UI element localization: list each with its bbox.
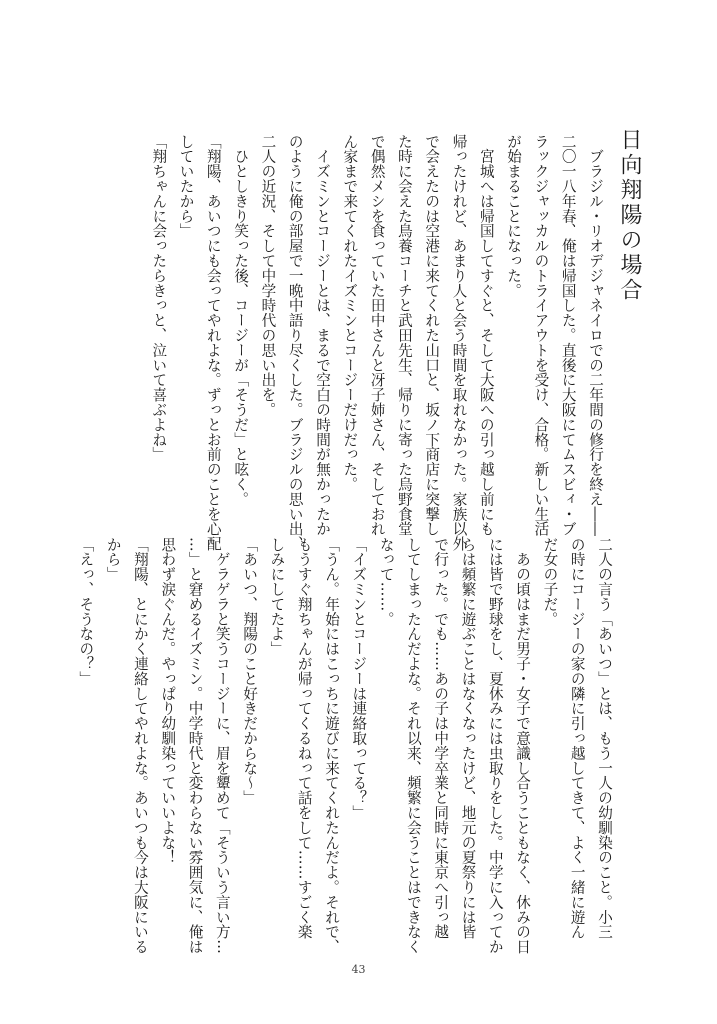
text-line: してしまったんだよな。それ以来、頻繁に会うことはできなく xyxy=(404,537,422,955)
text-line: ゲラゲラと笑うコージーに、眉を顰めて「そういう言い方… xyxy=(213,537,231,955)
text-line: していたから」 xyxy=(177,134,195,239)
text-line: ひとしきり笑った後、コージーが「そうだ」と呟く。 xyxy=(232,134,250,507)
text-line: 「翔ちゃんに会ったらきっと、泣いて喜ぶよね」 xyxy=(150,134,168,462)
text-line: ブラジル・リオデジャネイロでの二年間の修行を終え―― xyxy=(587,134,604,537)
text-line: 「うん。年始にはこっちに遊びに来てくれたんだよ。それで、 xyxy=(323,537,341,955)
text-line: には皆で野球をし、夏休みには虫取りをした。中学に入ってか xyxy=(486,537,504,955)
text-line: から」 xyxy=(104,537,122,582)
text-line: ラックジャッカルのトライアウトを受け、合格。新しい生活 xyxy=(532,134,550,537)
text-line: で行った。でも……あの子は中学卒業と同時に東京へ引っ越 xyxy=(432,537,450,940)
text-line: なって……。 xyxy=(377,537,395,627)
chapter-title: 日向翔陽の場合 xyxy=(617,128,642,303)
text-line: しみにしてたよ」 xyxy=(268,537,286,657)
text-line: イズミンとコージーとは、まるで空白の時間が無かったか xyxy=(314,134,332,537)
text-line: 「えっ、そうなの？」 xyxy=(77,537,95,686)
text-line: で偶然メシを食っていた田中さんと冴子姉さん、そしておれ xyxy=(368,134,386,537)
upper-text-block xyxy=(145,134,609,552)
lower-text-block xyxy=(77,537,618,955)
text-line: が始まることになった。 xyxy=(505,134,523,298)
text-line: 「あいつ、翔陽のこと好きだからな～」 xyxy=(241,537,259,806)
text-line: 「翔陽、とにかく連絡してやれよな。あいつも今は大阪にいる xyxy=(131,537,149,955)
text-line: らは頻繁に遊ぶことはなくなったけど、地元の夏祭りには皆 xyxy=(459,537,477,940)
text-line: 二人の言う「あいつ」とは、もう一人の幼馴染のこと。小三 xyxy=(596,537,613,940)
text-line: 思わず涙ぐんだ。やっぱり幼馴染っていいよな！ xyxy=(159,537,177,865)
page-number: 43 xyxy=(351,963,366,976)
text-line: あの頃はまだ男子・女子で意識し合うこともなく、休みの日 xyxy=(514,537,532,955)
text-line: 宮城へは帰国してすぐと、そして大阪への引っ越し前にも xyxy=(477,134,495,537)
text-line: ん家まで来てくれたイズミンとコージーだけだった。 xyxy=(341,134,359,492)
text-line: もうすぐ翔ちゃんが帰ってくるねって話をして……すごく楽 xyxy=(295,537,313,940)
text-line: 「イズミンとコージーは連絡取ってる？」 xyxy=(350,537,368,821)
text-line: 「翔陽、あいつにも会ってやれよな。ずっとお前のことを心配 xyxy=(204,134,222,552)
text-line: 二人の近況、そして中学時代の思い出を。 xyxy=(259,134,277,418)
text-line: のように俺の部屋で一晩中語り尽くした。ブラジルの思い出、 xyxy=(286,134,304,552)
text-line: 帰ったけれど、あまり人と会う時間を取れなかった。家族以外 xyxy=(450,134,468,552)
text-line: た時に会えた鳥養コーチと武田先生、帰りに寄った烏野食堂 xyxy=(395,134,413,537)
text-line: …」と窘めるイズミン。中学時代と変わらない雰囲気に、俺は xyxy=(186,537,204,955)
text-line: の時にコージーの家の隣に引っ越してきて、よく一緒に遊ん xyxy=(568,537,586,940)
text-line: で会えたのは空港に来てくれた山口と、坂ノ下商店に突撃し xyxy=(423,134,441,537)
text-line: 二〇一八年春、俺は帰国した。直後に大阪にてムスビィ・ブ xyxy=(559,134,577,537)
text-line: だ女の子だ。 xyxy=(541,537,559,627)
